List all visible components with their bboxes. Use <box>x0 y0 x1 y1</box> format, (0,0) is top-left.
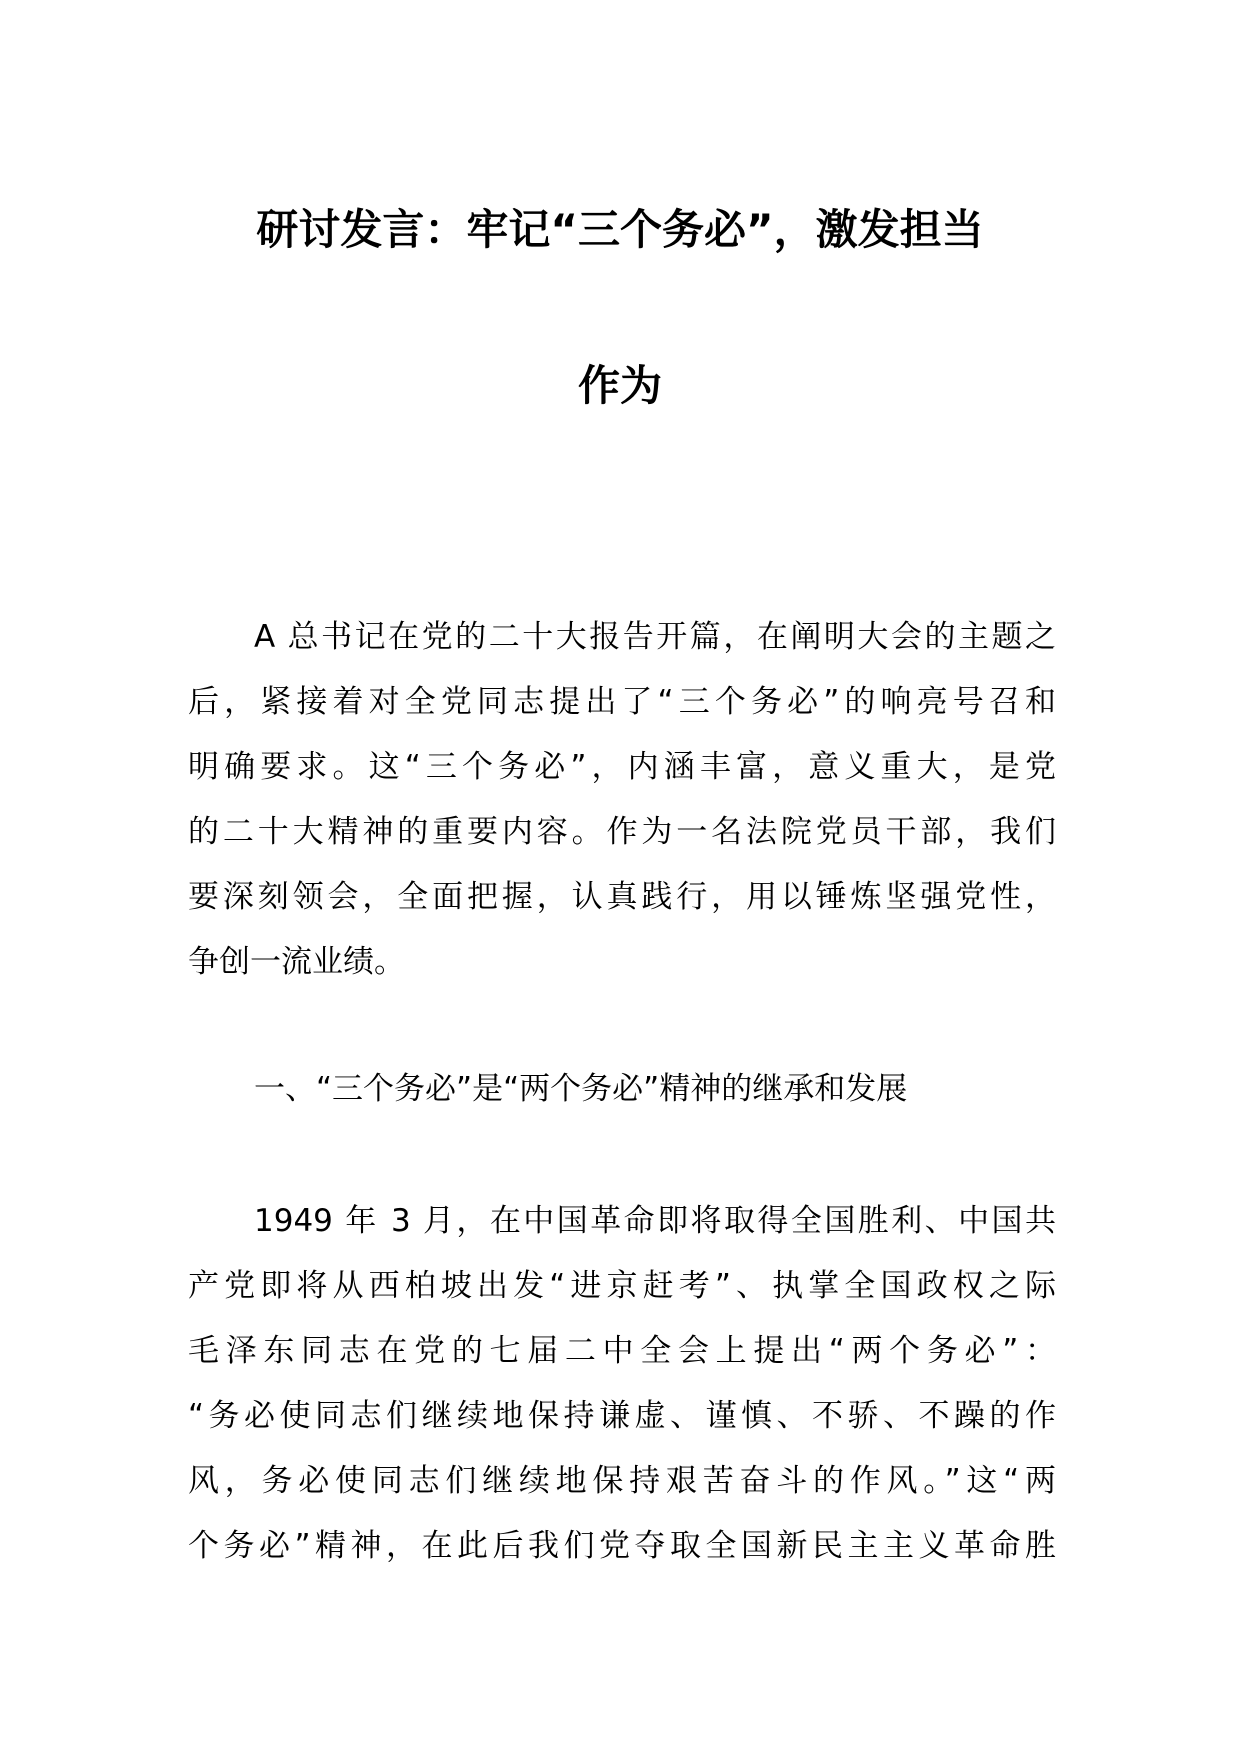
paragraph-line: 明确要求。这“三个务必”，内涵丰富，意义重大，是党 <box>188 749 1056 785</box>
paragraph-line: 个务必”精神，在此后我们党夺取全国新民主主义革命胜 <box>188 1528 1056 1564</box>
paragraph-line: A 总书记在党的二十大报告开篇，在阐明大会的主题之 <box>254 619 1056 655</box>
paragraph-line: 产党即将从西柏坡出发“进京赶考”、执掌全国政权之际 <box>188 1268 1056 1304</box>
paragraph-line: 后，紧接着对全党同志提出了“三个务必”的响亮号召和 <box>188 684 1056 720</box>
section-heading-text: 一、“三个务必”是“两个务必”精神的继承和发展 <box>254 1071 908 1107</box>
paragraph-2 <box>188 1189 1056 1579</box>
paragraph-line: “务必使同志们继续地保持谦虚、谨慎、不骄、不躁的作 <box>188 1398 1056 1434</box>
paragraph-line: 的二十大精神的重要内容。作为一名法院党员干部，我们 <box>188 814 1056 850</box>
paragraph-line: 毛泽东同志在党的七届二中全会上提出“两个务必”： <box>188 1333 1056 1369</box>
document-title-line-2: 作为 <box>577 361 662 410</box>
paragraph-line: 要深刻领会，全面把握，认真践行，用以锤炼坚强党性， <box>188 879 1056 915</box>
document-title-line-1: 研讨发言：牢记“三个务必”，激发担当 <box>256 205 984 254</box>
paragraph-line: 风，务必使同志们继续地保持艰苦奋斗的作风。”这“两 <box>188 1463 1056 1499</box>
paragraph-line: 争创一流业绩。 <box>188 944 405 980</box>
paragraph-line: 1949 年 3 月，在中国革命即将取得全国胜利、中国共 <box>254 1203 1056 1239</box>
paragraph-1 <box>188 605 1056 995</box>
section-heading-1 <box>188 1057 1056 1122</box>
